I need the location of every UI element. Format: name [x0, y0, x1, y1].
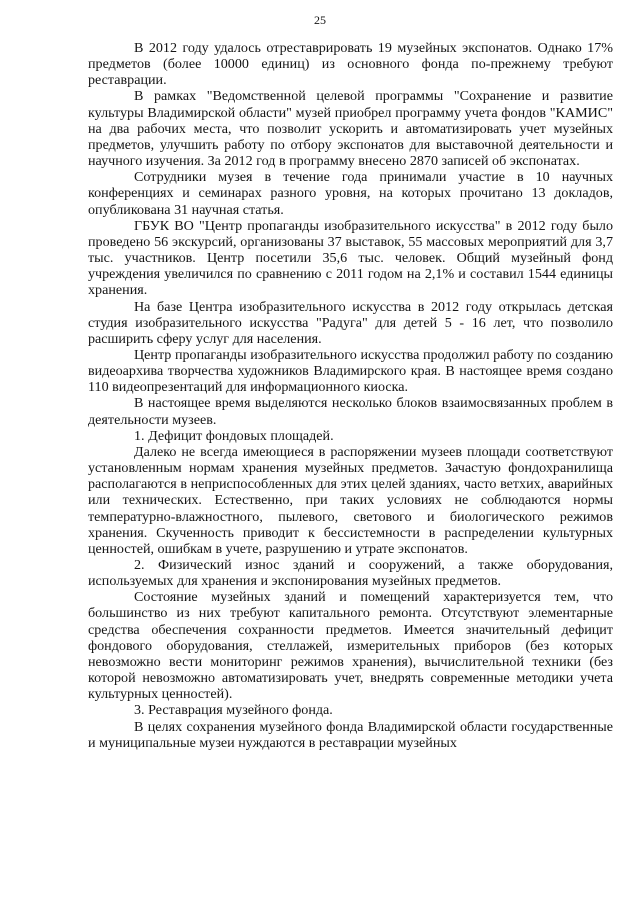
list-heading-restoration: 3. Реставрация музейного фонда.: [134, 702, 333, 719]
paragraph-problem-blocks: В настоящее время выделяются несколько блоков взаимосвязанных проблем в деятельности музеев.: [88, 395, 613, 428]
paragraph-video-archive: Центр пропаганды изобразительного искусства продолжил работу по созданию видеоархива творчества художников Владимирского края. В настоящее время создано 110 видеопрезентаций для информационного киоска.: [88, 346, 613, 396]
paragraph-restoration-2012: В 2012 году удалось отреставрировать 19 музейных экспонатов. Однако 17% предметов (более 10000 единиц) из основного фонда по-прежнему требуют реставрации.: [88, 40, 613, 89]
document-body: [88, 40, 613, 751]
paragraph-conferences: Сотрудники музея в течение года принимали участие в 10 научных конференциях и семинарах разного уровня, на которых прочитано 13 докладов, опубликована 31 научная статья.: [88, 169, 613, 218]
paragraph-restoration-needs: В целях сохранения музейного фонда Владимирской области государственные и муниципальные музеи нуждаются в реставрации музейных: [88, 718, 613, 751]
page-number: 25: [314, 13, 326, 27]
paragraph-kamis-program: В рамках "Ведомственной целевой программы "Сохранение и развитие культуры Владимирской области" музей приобрел программу учета фондов "КАМИС" на два рабочих места, что позволит ускорить и автоматизировать учет музейных предметов, улучшить работу по отбору экспонатов для выставочной деятельности и научного изучения. За 2012 год в программу внесено 2870 записей об экспонатах.: [88, 88, 613, 170]
list-heading-storage-deficit: 1. Дефицит фондовых площадей.: [134, 427, 334, 444]
list-heading-physical-wear: 2. Физический износ зданий и сооружений, а также оборудования, используемых для хранения и экспонирования музейных предметов.: [88, 557, 613, 590]
paragraph-art-center-stats: ГБУК ВО "Центр пропаганды изобразительного искусства" в 2012 году было проведено 56 экскурсий, организованы 37 выставок, 55 массовых мероприятий для 3,7 тыс. участников. Центр посетили 35,6 тыс. человек. Общий музейный фонд учреждения увеличился по сравнению с 2011 годом на 2,1% и составил 1544 единицы хранения.: [88, 217, 613, 299]
paragraph-buildings-condition: Состояние музейных зданий и помещений характеризуется тем, что большинство из них требуют капитального ремонта. Отсутствуют элементарные средства обеспечения сохранности предметов. Имеется значительный дефицит фондового оборудования, стеллажей, измерительных приборов (без которых невозможно вести мониторинг режимов хранения), вычислительной техники (без которой невозможно автоматизировать учет, внедрять современные методики учета культурных ценностей).: [88, 589, 613, 703]
paragraph-raduga-studio: На базе Центра изобразительного искусства в 2012 году открылась детская студия изобразительного искусства "Радуга" для детей 5 - 16 лет, что позволило расширить сферу услуг для населения.: [88, 298, 613, 347]
paragraph-storage-conditions: Далеко не всегда имеющиеся в распоряжении музеев площади соответствуют установленным нормам хранения музейных предметов. Зачастую фондохранилища располагаются в неприспособленных для этих целей зданиях, часто ветхих, аварийных или технических. Естественно, при таких условиях не соблюдаются нормы температурно-влажностного, пылевого, светового и биологического режимов хранения. Скученность приводит к бессистемности в распределении культурных ценностей, ошибкам в учете, разрушению и утрате экспонатов.: [88, 443, 613, 557]
